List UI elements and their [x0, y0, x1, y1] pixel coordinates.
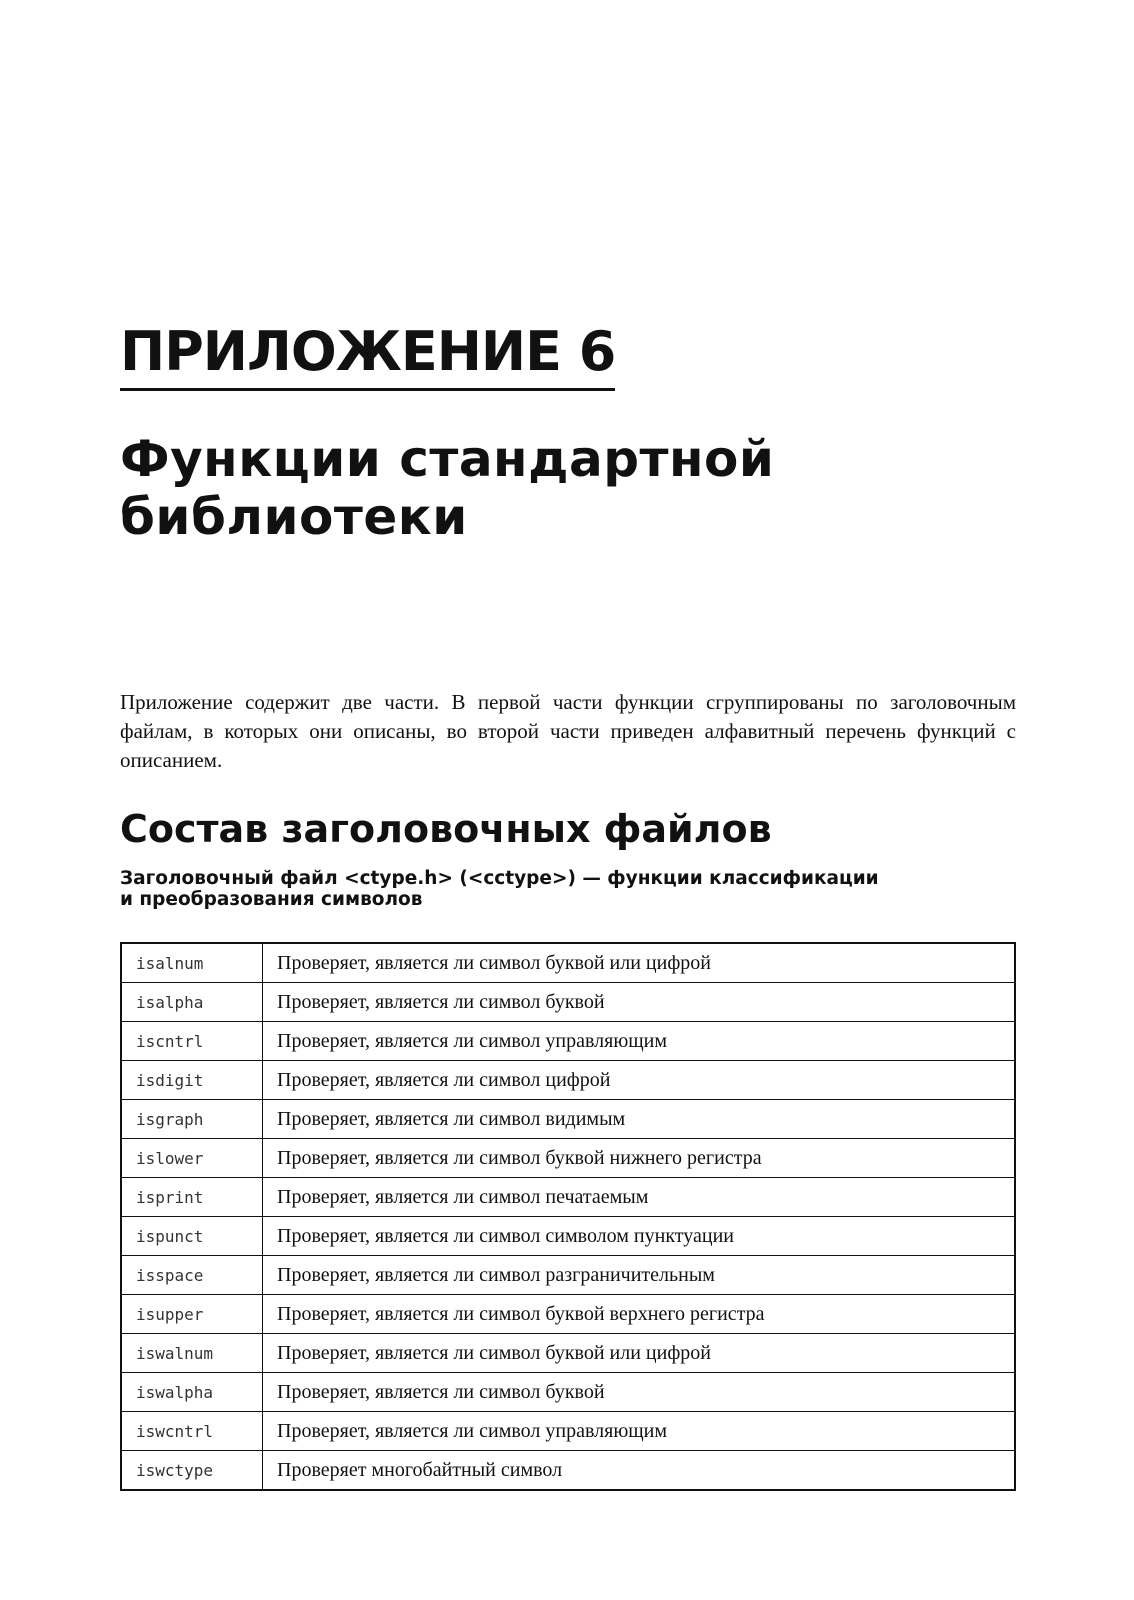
function-name: isalpha — [121, 983, 263, 1022]
appendix-title: ПРИЛОЖЕНИЕ 6 — [120, 322, 615, 391]
function-name: islower — [121, 1139, 263, 1178]
table-row — [121, 1451, 1015, 1491]
chapter-title — [120, 430, 774, 546]
function-description: Проверяет, является ли символ символом пунктуации — [263, 1217, 1016, 1256]
function-description: Проверяет, является ли символ буквой — [263, 1373, 1016, 1412]
function-description: Проверяет, является ли символ печатаемым — [263, 1178, 1016, 1217]
table-row — [121, 1334, 1015, 1373]
function-description: Проверяет, является ли символ буквой или цифрой — [263, 1334, 1016, 1373]
table-caption-line: и преобразования символов — [120, 889, 423, 910]
function-name: isprint — [121, 1178, 263, 1217]
function-name: iscntrl — [121, 1022, 263, 1061]
table-row — [121, 983, 1015, 1022]
function-name: iswalnum — [121, 1334, 263, 1373]
document-page — [120, 0, 1016, 1600]
table-row — [121, 1139, 1015, 1178]
intro-paragraph: Приложение содержит две части. В первой части функции сгруппированы по заголовочным файлам, в которых они описаны, во второй части приведен алфавитный перечень функций с описанием. — [120, 690, 1016, 772]
function-name: isgraph — [121, 1100, 263, 1139]
table-row — [121, 1256, 1015, 1295]
function-description: Проверяет, является ли символ видимым — [263, 1100, 1016, 1139]
table-row — [121, 1061, 1015, 1100]
function-description: Проверяет многобайтный символ — [263, 1451, 1016, 1491]
function-name: isalnum — [121, 943, 263, 983]
function-name: isdigit — [121, 1061, 263, 1100]
function-description: Проверяет, является ли символ буквой или цифрой — [263, 943, 1016, 983]
table-row — [121, 943, 1015, 983]
function-description: Проверяет, является ли символ буквой нижнего регистра — [263, 1139, 1016, 1178]
chapter-title-line: Функции стандартной — [120, 430, 775, 488]
table-row — [121, 1022, 1015, 1061]
function-name: iswalpha — [121, 1373, 263, 1412]
function-name: iswctype — [121, 1451, 263, 1491]
function-name: isspace — [121, 1256, 263, 1295]
functions-table — [120, 942, 1016, 1491]
function-name: ispunct — [121, 1217, 263, 1256]
function-description: Проверяет, является ли символ цифрой — [263, 1061, 1016, 1100]
function-name: iswcntrl — [121, 1412, 263, 1451]
function-description: Проверяет, является ли символ буквой верхнего регистра — [263, 1295, 1016, 1334]
chapter-title-line: библиотеки — [120, 488, 468, 546]
section-title: Состав заголовочных файлов — [120, 807, 772, 851]
table-caption-line: Заголовочный файл <ctype.h> (<cctype>) — функции классификации — [120, 868, 879, 889]
function-description: Проверяет, является ли символ разграничительным — [263, 1256, 1016, 1295]
function-name: isupper — [121, 1295, 263, 1334]
table-row — [121, 1295, 1015, 1334]
function-description: Проверяет, является ли символ управляющим — [263, 1022, 1016, 1061]
table-caption — [120, 868, 879, 910]
table-row — [121, 1412, 1015, 1451]
table-row — [121, 1100, 1015, 1139]
table-row — [121, 1178, 1015, 1217]
function-description: Проверяет, является ли символ буквой — [263, 983, 1016, 1022]
table-row — [121, 1217, 1015, 1256]
table-row — [121, 1373, 1015, 1412]
function-description: Проверяет, является ли символ управляющим — [263, 1412, 1016, 1451]
